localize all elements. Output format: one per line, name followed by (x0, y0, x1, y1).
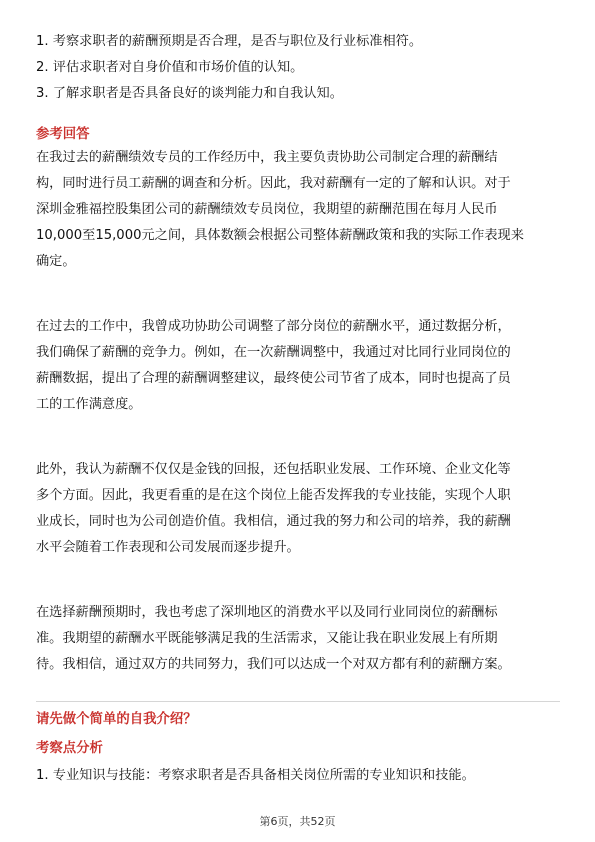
paragraph-line: 准。我期望的薪酬水平既能够满足我的生活需求，又能让我在职业发展上有所期 (36, 631, 498, 647)
answer-paragraph (36, 600, 561, 678)
paragraph-line: 水平会随着工作表现和公司发展而逐步提升。 (36, 540, 300, 556)
criteria-item: 1. 专业知识与技能：考察求职者是否具备相关岗位所需的专业知识和技能。 (36, 768, 475, 783)
analysis-heading: 考察点分析 (36, 741, 103, 756)
answer-paragraph (36, 314, 561, 418)
answer-heading: 参考回答 (36, 127, 90, 142)
answer-paragraph (36, 145, 561, 275)
paragraph-line: 我们确保了薪酬的竞争力。例如，在一次薪酬调整中，我通过对比同行业同岗位的 (36, 345, 511, 361)
paragraph-line: 多个方面。因此，我更看重的是在这个岗位上能否发挥我的专业技能，实现个人职 (36, 488, 511, 504)
paragraph-line: 10,000至15,000元之间，具体数额会根据公司整体薪酬政策和我的实际工作表现来 (36, 228, 524, 244)
criteria-item: 1. 考察求职者的薪酬预期是否合理，是否与职位及行业标准相符。 (36, 34, 423, 49)
criteria-list-bottom (36, 763, 561, 789)
paragraph-line: 待。我相信，通过双方的共同努力，我们可以达成一个对双方都有利的薪酬方案。 (36, 657, 511, 673)
paragraph-line: 构，同时进行员工薪酬的调查和分析。因此，我对薪酬有一定的了解和认识。对于 (36, 176, 511, 192)
section-divider (36, 701, 560, 702)
paragraph-line: 确定。 (36, 254, 76, 270)
paragraph-line: 在选择薪酬预期时，我也考虑了深圳地区的消费水平以及同行业同岗位的薪酬标 (36, 605, 498, 620)
paragraph-line: 工的工作满意度。 (36, 397, 142, 413)
paragraph-line: 在我过去的薪酬绩效专员的工作经历中，我主要负责协助公司制定合理的薪酬结 (36, 150, 498, 165)
paragraph-line: 在过去的工作中，我曾成功协助公司调整了部分岗位的薪酬水平，通过数据分析， (36, 319, 511, 334)
criteria-item: 2. 评估求职者对自身价值和市场价值的认知。 (36, 60, 304, 75)
paragraph-line: 薪酬数据，提出了合理的薪酬调整建议，最终使公司节省了成本，同时也提高了员 (36, 371, 511, 387)
page-number: 第6页，共52页 (259, 815, 336, 828)
answer-paragraph (36, 457, 561, 561)
criteria-item: 3. 了解求职者是否具备良好的谈判能力和自我认知。 (36, 86, 343, 101)
criteria-list-top (36, 29, 561, 107)
paragraph-line: 此外，我认为薪酬不仅仅是金钱的回报，还包括职业发展、工作环境、企业文化等 (36, 462, 511, 477)
question-title: 请先做个简单的自我介绍？ (36, 712, 197, 727)
paragraph-line: 业成长，同时也为公司创造价值。我相信，通过我的努力和公司的培养，我的薪酬 (36, 514, 511, 530)
paragraph-line: 深圳金雅福控股集团公司的薪酬绩效专员岗位，我期望的薪酬范围在每月人民币 (36, 202, 498, 218)
